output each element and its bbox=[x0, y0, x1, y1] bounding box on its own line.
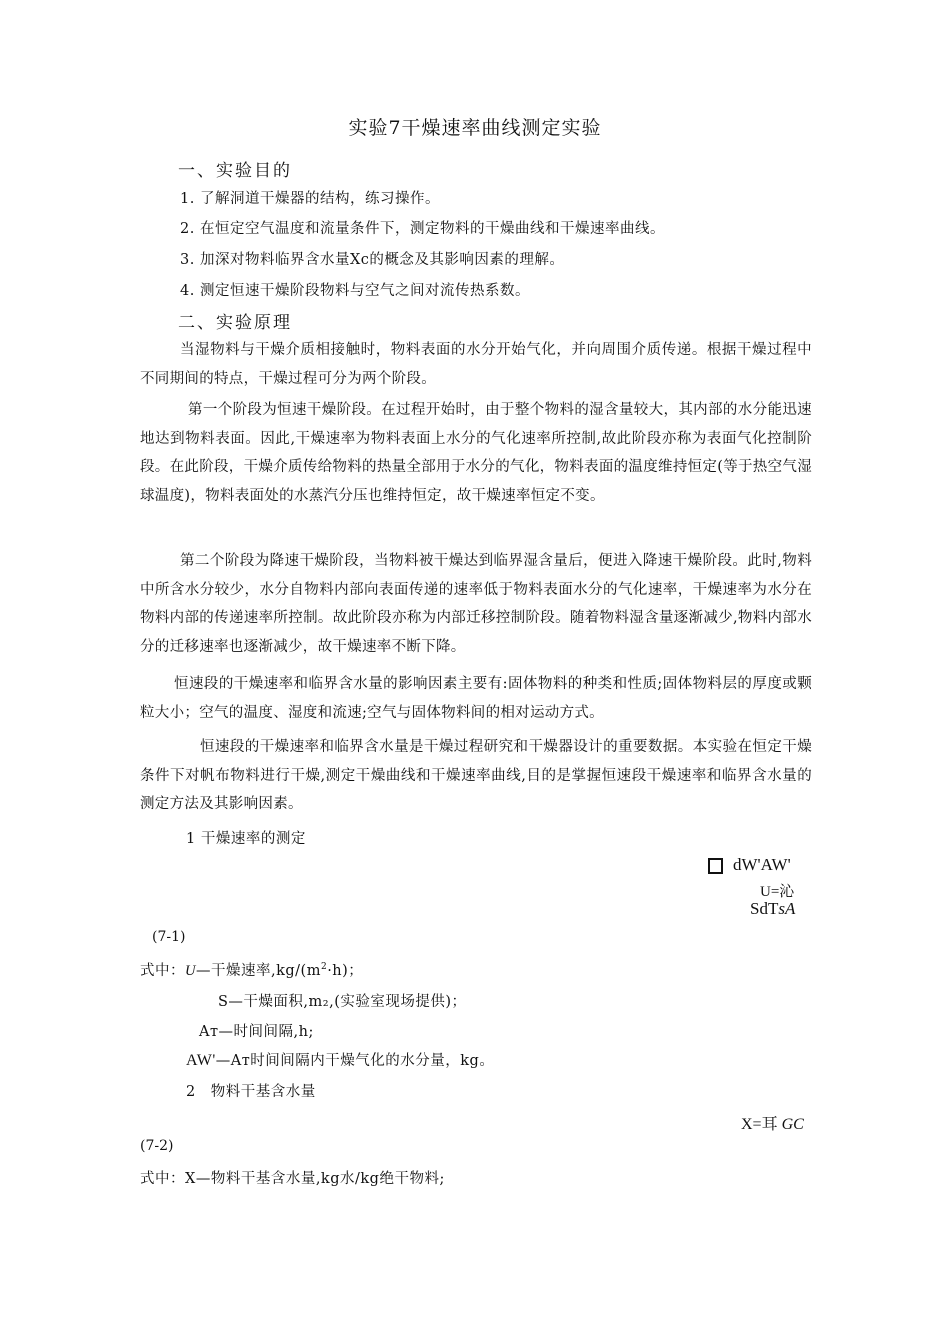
where-t: Aт—时间间隔,h; bbox=[199, 1024, 314, 1040]
where-x: 式中：X—物料干基含水量,kg水/kg绝干物料; bbox=[140, 1171, 445, 1187]
equation-number-7-1: (7-1) bbox=[152, 929, 186, 945]
symbol-u: U bbox=[185, 963, 196, 979]
principle-paragraph-3: 第二个阶段为降速干燥阶段，当物料被干燥达到临界湿含量后，便进入降速干燥阶段。此时,物料中所含水分较少，水分自物料内部向表面传递的速率低于物料表面水分的气化速率，干燥速率为水分在物料内部的传递速率所控制。故此阶段亦称为内部迁移控制阶段。随着物料湿含量逐渐减少,物料内部水分的迁移速率也逐渐减少，故干燥速率不断下降。 bbox=[140, 553, 812, 655]
page-title: 实验7干燥速率曲线测定实验 bbox=[348, 117, 602, 139]
subsection-heading-moisture: 2 物料干基含水量 bbox=[186, 1084, 316, 1100]
symbol-aw: AW' bbox=[186, 1052, 216, 1069]
formula-7-2-left: X=耳 bbox=[741, 1116, 778, 1133]
where-prefix: 式中： bbox=[140, 963, 185, 979]
principle-paragraph-4: 恒速段的干燥速率和临界含水量的影响因素主要有:固体物料的种类和性质;固体物料层的厚度或颗粒大小；空气的温度、湿度和流速;空气与固体物料间的相对运动方式。 bbox=[140, 676, 812, 721]
where-w-text: —Aт时间间隔内干燥气化的水分量，kg。 bbox=[215, 1053, 495, 1069]
where-s: S—干燥面积,m₂,(实验室现场提供)； bbox=[218, 994, 467, 1010]
formula-7-2-right: GC bbox=[781, 1116, 804, 1133]
formula-7-1-line2: U=沁 bbox=[760, 884, 795, 900]
formula-7-1-line1: dW'AW' bbox=[733, 855, 791, 874]
where-u bbox=[140, 959, 363, 980]
objective-item-4: 4. 测定恒速干燥阶段物料与空气之间对流传热系数。 bbox=[180, 283, 530, 299]
objective-item-1: 1. 了解洞道干燥器的结构，练习操作。 bbox=[180, 191, 440, 207]
section-heading-principle: 二、实验原理 bbox=[178, 313, 292, 333]
where-u-end: ·h)； bbox=[327, 963, 364, 979]
formula-7-1-denominator: SdT bbox=[750, 899, 779, 918]
principle-paragraph-5: 恒速段的干燥速率和临界含水量是干燥过程研究和干燥器设计的重要数据。本实验在恒定干燥条件下对帆布物料进行干燥,测定干燥曲线和干燥速率曲线,目的是掌握恒速段干燥速率和临界含水量的测定方法及其影响因素。 bbox=[140, 739, 812, 813]
principle-paragraph-2: 第一个阶段为恒速干燥阶段。在过程开始时，由于整个物料的湿含量较大，其内部的水分能迅速地达到物料表面。因此,干燥速率为物料表面上水分的气化速率所控制,故此阶段亦称为表面气化控制阶段。在此阶段，干燥介质传给物料的热量全部用于水分的气化，物料表面的温度维持恒定(等于热空气湿球温度)，物料表面处的水蒸汽分压也维持恒定，故干燥速率恒定不变。 bbox=[140, 402, 812, 504]
objective-item-2: 2. 在恒定空气温度和流量条件下，测定物料的干燥曲线和干燥速率曲线。 bbox=[180, 221, 665, 237]
formula-7-2 bbox=[741, 1111, 804, 1134]
objective-item-3: 3. 加深对物料临界含水量Xc的概念及其影响因素的理解。 bbox=[180, 252, 565, 268]
where-u-text: —干燥速率,kg/(m bbox=[195, 963, 321, 979]
principle-paragraph-1: 当湿物料与干燥介质相接触时，物料表面的水分开始气化，并向周围介质传递。根据干燥过程中不同期间的特点，干燥过程可分为两个阶段。 bbox=[140, 342, 812, 387]
equation-number-7-2: (7-2) bbox=[140, 1138, 174, 1154]
formula-7-1-line3 bbox=[750, 899, 795, 919]
section-heading-objectives: 一、实验目的 bbox=[178, 161, 292, 181]
formula-7-1-denominator-italic: sA bbox=[778, 899, 796, 918]
subsection-heading-drying-rate: 1 干燥速率的测定 bbox=[186, 831, 306, 847]
where-u-superscript: 2 bbox=[320, 962, 328, 973]
square-box-icon bbox=[708, 858, 723, 874]
where-w bbox=[186, 1049, 494, 1070]
